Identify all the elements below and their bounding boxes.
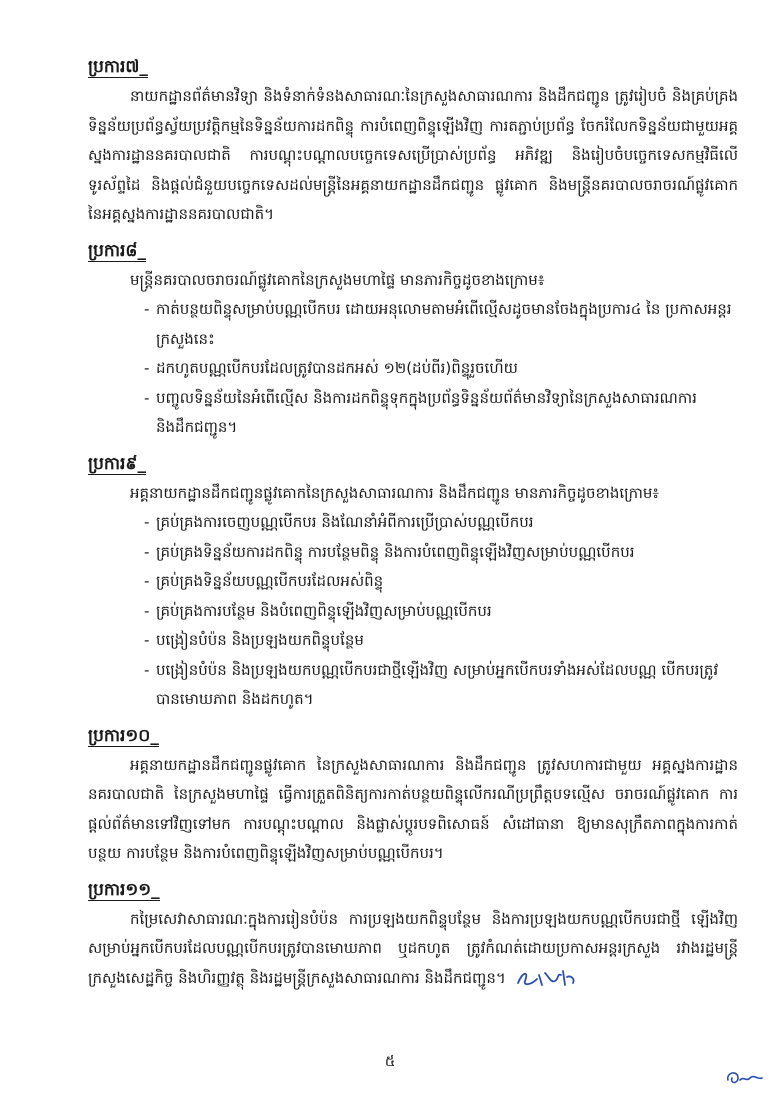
article-heading: ប្រការ៩_ [88, 453, 146, 474]
list-item: - កាត់បន្ថយពិន្ទុសម្រាប់បណ្ណបើកបរ ដោយអនុលោមតាមអំពើល្មើសដូចមានចែងក្នុងប្រការ៤ នៃ ប្រកាសអន្តរក្រសួងនេះ [144, 295, 738, 354]
article-9 [88, 449, 738, 715]
article-7 [88, 52, 738, 230]
article-8 [88, 236, 738, 443]
duty-list [88, 508, 738, 715]
article-heading: ប្រការ១១_ [88, 879, 160, 900]
article-heading: ប្រការ១០_ [88, 725, 159, 746]
list-item: - បង្រៀនបំប៉ន និងប្រឡងយកពិន្ទុបន្ថែម [144, 626, 738, 656]
list-item: - គ្រប់គ្រងទិន្នន័យការដកពិន្ទុ ការបន្ថែមពិន្ទុ និងការបំពេញពិន្ទុឡើងវិញសម្រាប់បណ្ណបើកបរ [144, 538, 738, 568]
duty-list [88, 295, 738, 443]
article-paragraph: នាយកដ្ឋានព័ត៌មានវិទ្យា និងទំនាក់ទំនងសាធារណៈនៃក្រសួងសាធារណការ និងដឹកជញ្ជូន ត្រូវរៀបចំ និងគ្រប់គ្រងទិន្នន័យប្រព័ន្ធស្វ័យប្រវត្តិកម្មនៃទិន្នន័យការដកពិន្ទុ ការបំពេញពិន្ទុឡើងវិញ ការតភ្ជាប់ប្រព័ន្ធ ចែករំលែកទិន្នន័យជាមួយអគ្គស្នងការដ្ឋាននគរបាលជាតិ ការបណ្តុះបណ្តាលបច្ចេកទេសប្រើប្រាស់ប្រព័ន្ធ អភិវឌ្ឍ និងរៀបចំបច្ចេកទេសកម្មវិធីលើទូរស័ព្ទដៃ និងផ្តល់ជំនួយបច្ចេកទេសដល់មន្ត្រីនៃអគ្គនាយកដ្ឋានដឹកជញ្ជូន ផ្លូវគោក និងមន្ត្រីនគរបាលចរាចរណ៍ផ្លូវគោក នៃអគ្គស្នងការដ្ឋាននគរបាលជាតិ។ [88, 87, 738, 223]
article-11 [88, 875, 738, 994]
article-intro: អគ្គនាយកដ្ឋានដឹកជញ្ជូនផ្លូវគោកនៃក្រសួងសាធារណការ និងដឹកជញ្ជូន មានភារកិច្ចដូចខាងក្រោម៖ [130, 483, 659, 502]
article-intro: មន្ត្រីនគរបាលចរាចរណ៍ផ្លូវគោកនៃក្រសួងមហាផ្ទៃ មានភារកិច្ចដូចខាងក្រោម៖ [130, 270, 545, 289]
article-heading: ប្រការ៨_ [88, 240, 146, 261]
corner-initials-signature [724, 1066, 764, 1088]
list-item: - ដកហូតបណ្ណបើកបរដែលត្រូវបានដកអស់ ១២(ដប់ពីរ)ពិន្ទុរួចហើយ [144, 354, 738, 384]
list-item: - គ្រប់គ្រងការបន្ថែម និងបំពេញពិន្ទុឡើងវិញសម្រាប់បណ្ណបើកបរ [144, 597, 738, 627]
article-heading: ប្រការ៧_ [88, 57, 148, 77]
list-item: - បង្រៀនបំប៉ន និងប្រឡងយកបណ្ណបើកបរជាថ្មីឡើងវិញ សម្រាប់អ្នកបើកបរទាំងអស់ដែលបណ្ណ បើកបរត្រូវបានមោឃភាព និងដកហូត។ [144, 656, 738, 715]
document-body [88, 52, 738, 999]
list-item: - គ្រប់គ្រងទិន្នន័យបណ្ណបើកបរដែលអស់ពិន្ទុ [144, 567, 738, 597]
page-number: ៥ [384, 1052, 396, 1070]
article-paragraph: កម្រៃសេវាសាធារណៈក្នុងការរៀនបំប៉ន ការប្រឡងយកពិន្ទុបន្ថែម និងការប្រឡងយកបណ្ណបើកបរជាថ្មី ឡើងវិញសម្រាប់អ្នកបើកបរដែលបណ្ណបើកបរត្រូវបានមោឃភាព ឬដកហូត ត្រូវកំណត់ដោយប្រកាសអន្តរក្រសួង រវាងរដ្ឋមន្ត្រីក្រសួងសេដ្ឋកិច្ច និងហិរញ្ញវត្ថុ និងរដ្ឋមន្ត្រីក្រសួងសាធារណការ និងដឹកជញ្ជូន។ [88, 905, 738, 994]
initials-signature [515, 967, 579, 989]
list-item: - គ្រប់គ្រងការចេញបណ្ណបើកបរ និងណែនាំអំពីការប្រើប្រាស់បណ្ណបើកបរ [144, 508, 738, 538]
article-paragraph: អគ្គនាយកដ្ឋានដឹកជញ្ជូនផ្លូវគោក នៃក្រសួងសាធារណការ និងដឹកជញ្ជូន ត្រូវសហការជាមួយ អគ្គស្នងការដ្ឋាននគរបាលជាតិ នៃក្រសួងមហាផ្ទៃ ធ្វើការត្រួតពិនិត្យការកាត់បន្ថយពិន្ទុលើករណីប្រព្រឹត្តបទល្មើស ចរាចរណ៍ផ្លូវគោក ការផ្តល់ព័ត៌មានទៅវិញទៅមក ការបណ្តុះបណ្តាល និងផ្លាស់ប្តូរបទពិសោធន៍ សំដៅធានា ឱ្យមានសុក្រឹតភាពក្នុងការកាត់បន្ថយ ការបន្ថែម និងការបំពេញពិន្ទុឡើងវិញសម្រាប់បណ្ណបើកបរ។ [88, 755, 738, 862]
article-10 [88, 721, 738, 869]
list-item: - បញ្ចូលទិន្នន័យនៃអំពើល្មើស និងការដកពិន្ទុទុកក្នុងប្រព័ន្ធទិន្នន័យព័ត៌មានវិទ្យានៃក្រសួងសាធារណការ និងដឹកជញ្ជូន។ [144, 384, 738, 443]
